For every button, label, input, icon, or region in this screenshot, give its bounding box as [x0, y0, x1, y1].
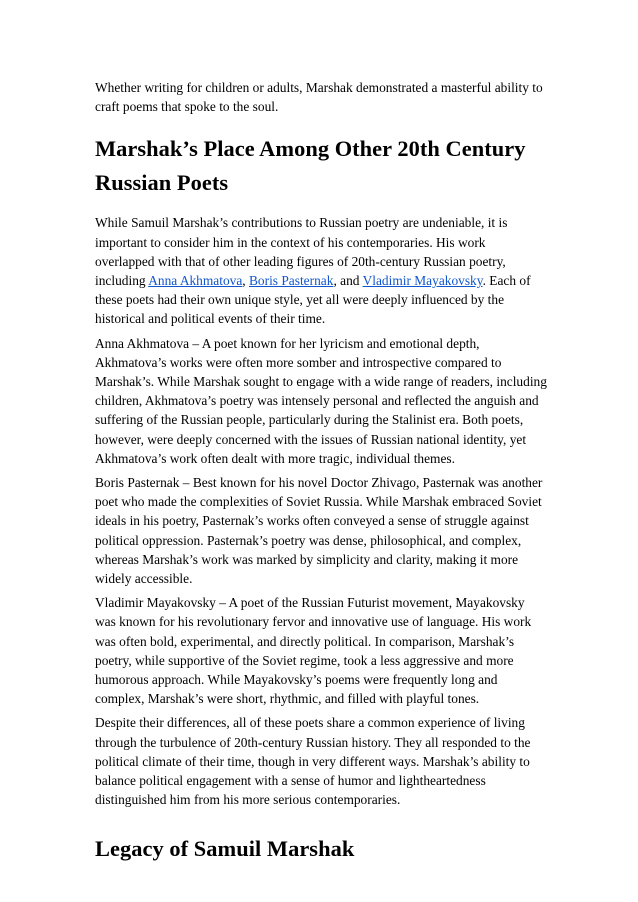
- paragraph-akhmatova: Anna Akhmatova – A poet known for her lyricism and emotional depth, Akhmatova’s works were often more somber and introspective compared to Marshak’s. While Marshak sought to engage with a wide range of readers, including children, Akhmatova’s poetry was intensely personal and reflected the anguish and suffering of the Russian people, particularly during the Stalinist era. Both poets, however, were deeply concerned with the issues of Russian national identity, yet Akhmatova’s work often dealt with more tragic, individual themes.: [95, 335, 547, 466]
- paragraph-text: . Each of these poets had their own unique style, yet all were deeply influenced by the historical and political events of their time.: [95, 273, 531, 327]
- link-vladimir-mayakovsky[interactable]: Vladimir Mayakovsky: [362, 273, 483, 289]
- paragraph-text: While Samuil Marshak’s contributions to Russian poetry are undeniable, it is important to consider him in the context of his contemporaries. His work overlapped with that of other leading figures of 20th-century Russian poetry, including: [95, 215, 508, 289]
- link-anna-akhmatova[interactable]: Anna Akhmatova: [148, 273, 243, 289]
- paragraph-text: ,: [242, 273, 249, 289]
- paragraph-pasternak: Boris Pasternak – Best known for his novel Doctor Zhivago, Pasternak was another poet who made the complexities of Soviet Russia. While Marshak embraced Soviet ideals in his poetry, Pasternak’s works often conveyed a sense of struggle against political oppression. Pasternak’s poetry was dense, philosophical, and complex, whereas Marshak’s work was marked by simplicity and clarity, making it more widely accessible.: [95, 475, 543, 587]
- section-heading-legacy: Legacy of Samuil Marshak: [95, 835, 355, 861]
- paragraph-mayakovsky: Vladimir Mayakovsky – A poet of the Russian Futurist movement, Mayakovsky was known for his revolutionary fervor and innovative use of language. His work was often bold, experimental, and directly political. In comparison, Marshak’s poetry, while supportive of the Soviet regime, took a less aggressive and more humorous approach. While Mayakovsky’s poems were frequently long and complex, Marshak’s were short, rhythmic, and filled with playful tones.: [95, 595, 532, 707]
- link-boris-pasternak[interactable]: Boris Pasternak: [249, 273, 334, 289]
- section-heading-place-among-poets: Marshak’s Place Among Other 20th Century Russian Poets: [95, 136, 526, 196]
- paragraph-contemporaries: [95, 213, 547, 328]
- intro-paragraph: Whether writing for children or adults, Marshak demonstrated a masterful ability to craft poems that spoke to the soul.: [95, 80, 543, 115]
- paragraph-shared-experience: Despite their differences, all of these poets share a common experience of living through the turbulence of 20th-century Russian history. They all responded to the political climate of their time, though in very different ways. Marshak’s ability to balance political engagement with a sense of humor and lightheartedness distinguished him from his more serious contemporaries.: [95, 715, 531, 808]
- paragraph-text: , and: [333, 273, 363, 289]
- document-page: [95, 78, 547, 866]
